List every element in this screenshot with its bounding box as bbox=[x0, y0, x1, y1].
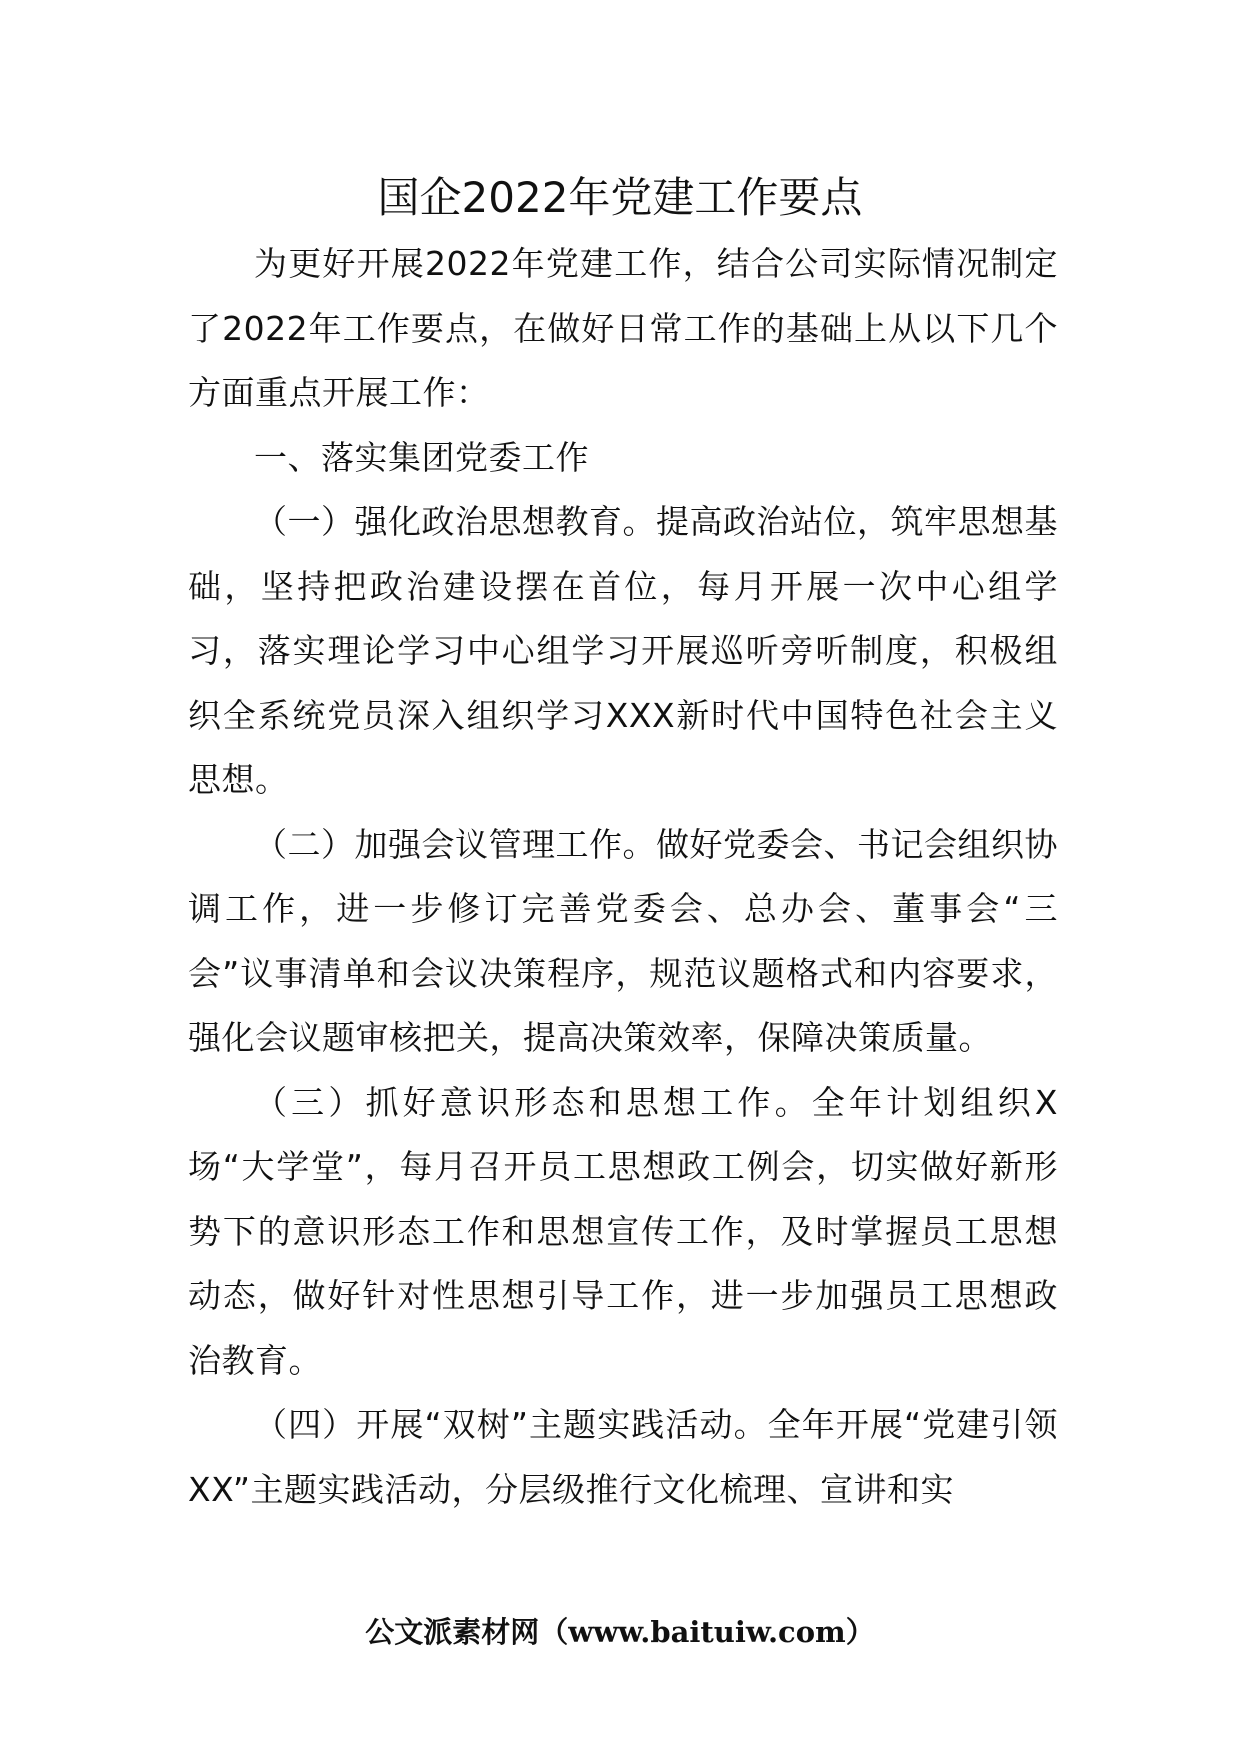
document-body bbox=[188, 232, 1058, 1522]
paragraph-item-1: （一）强化政治思想教育。提高政治站位，筑牢思想基础，坚持把政治建设摆在首位，每月开展一次中心组学习，落实理论学习中心组学习开展巡听旁听制度，积极组织全系统党员深入组织学习XXX新时代中国特色社会主义思想。 bbox=[188, 502, 1058, 799]
paragraph-item-4: （四）开展“双树”主题实践活动。全年开展“党建引领XX”主题实践活动，分层级推行文化梳理、宣讲和实 bbox=[188, 1405, 1058, 1509]
paragraph-intro: 为更好开展2022年党建工作，结合公司实际情况制定了2022年工作要点，在做好日常工作的基础上从以下几个方面重点开展工作： bbox=[188, 244, 1058, 412]
footer-watermark: 公文派素材网（www.baituiw.com） bbox=[365, 1615, 875, 1649]
section-heading-1: 一、落实集团党委工作 bbox=[254, 437, 589, 477]
paragraph-item-2: （二）加强会议管理工作。做好党委会、书记会组织协调工作，进一步修订完善党委会、总办会、董事会“三会”议事清单和会议决策程序，规范议题格式和内容要求，强化会议题审核把关，提高决策效率，保障决策质量。 bbox=[188, 824, 1058, 1057]
document-title: 国企2022年党建工作要点 bbox=[377, 173, 863, 222]
paragraph-item-3: （三）抓好意识形态和思想工作。全年计划组织X场“大学堂”，每月召开员工思想政工例会，切实做好新形势下的意识形态工作和思想宣传工作，及时掌握员工思想动态，做好针对性思想引导工作，进一步加强员工思想政治教育。 bbox=[188, 1082, 1058, 1380]
